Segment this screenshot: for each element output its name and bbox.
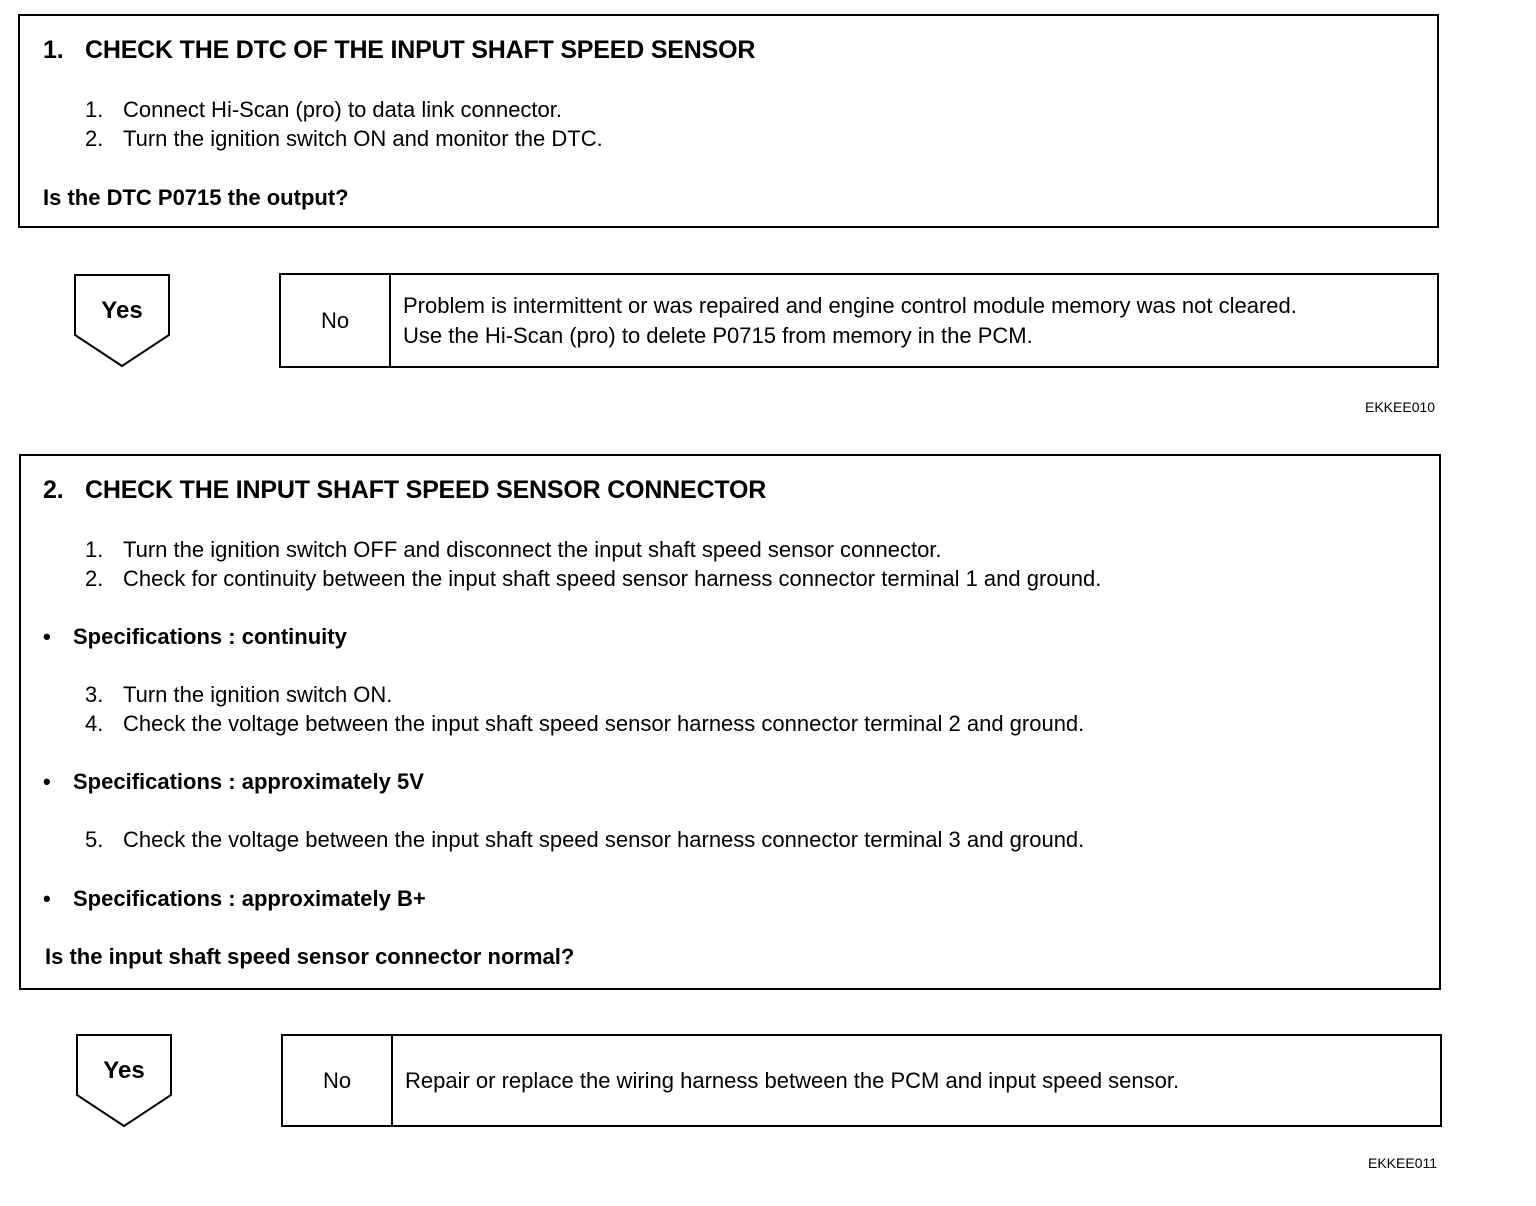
- step1-no-label: No: [281, 275, 391, 366]
- step1-no-text-line-2: Use the Hi-Scan (pro) to delete P0715 from memory in the PCM.: [403, 322, 1033, 348]
- step1-number: 1.: [43, 36, 64, 64]
- step1-title-text: CHECK THE DTC OF THE INPUT SHAFT SPEED SENSOR: [85, 36, 756, 64]
- step1-yes-label: Yes: [101, 297, 143, 324]
- step1-no-text: [391, 275, 1437, 366]
- step2-no-text-line-1: Repair or replace the wiring harness between the PCM and input speed sensor.: [405, 1067, 1180, 1093]
- step1-no-box: [279, 273, 1439, 368]
- step1-question: Is the DTC P0715 the output?: [43, 185, 349, 210]
- step2-figure-code: EKKEE011: [1368, 1155, 1438, 1171]
- step2-yes-label: Yes: [103, 1057, 145, 1084]
- step2-number: 2.: [43, 476, 64, 504]
- step2-no-label: No: [283, 1036, 393, 1125]
- step2-question: Is the input shaft speed sensor connector normal?: [45, 944, 575, 969]
- step2-no-box: [281, 1034, 1442, 1127]
- step2-title-text: CHECK THE INPUT SHAFT SPEED SENSOR CONNECTOR: [85, 476, 767, 504]
- step1-no-text-line-1: Problem is intermittent or was repaired and engine control module memory was not cleared.: [403, 292, 1297, 318]
- step1-figure-code: EKKEE010: [1365, 399, 1436, 415]
- step2-no-text: [393, 1036, 1440, 1125]
